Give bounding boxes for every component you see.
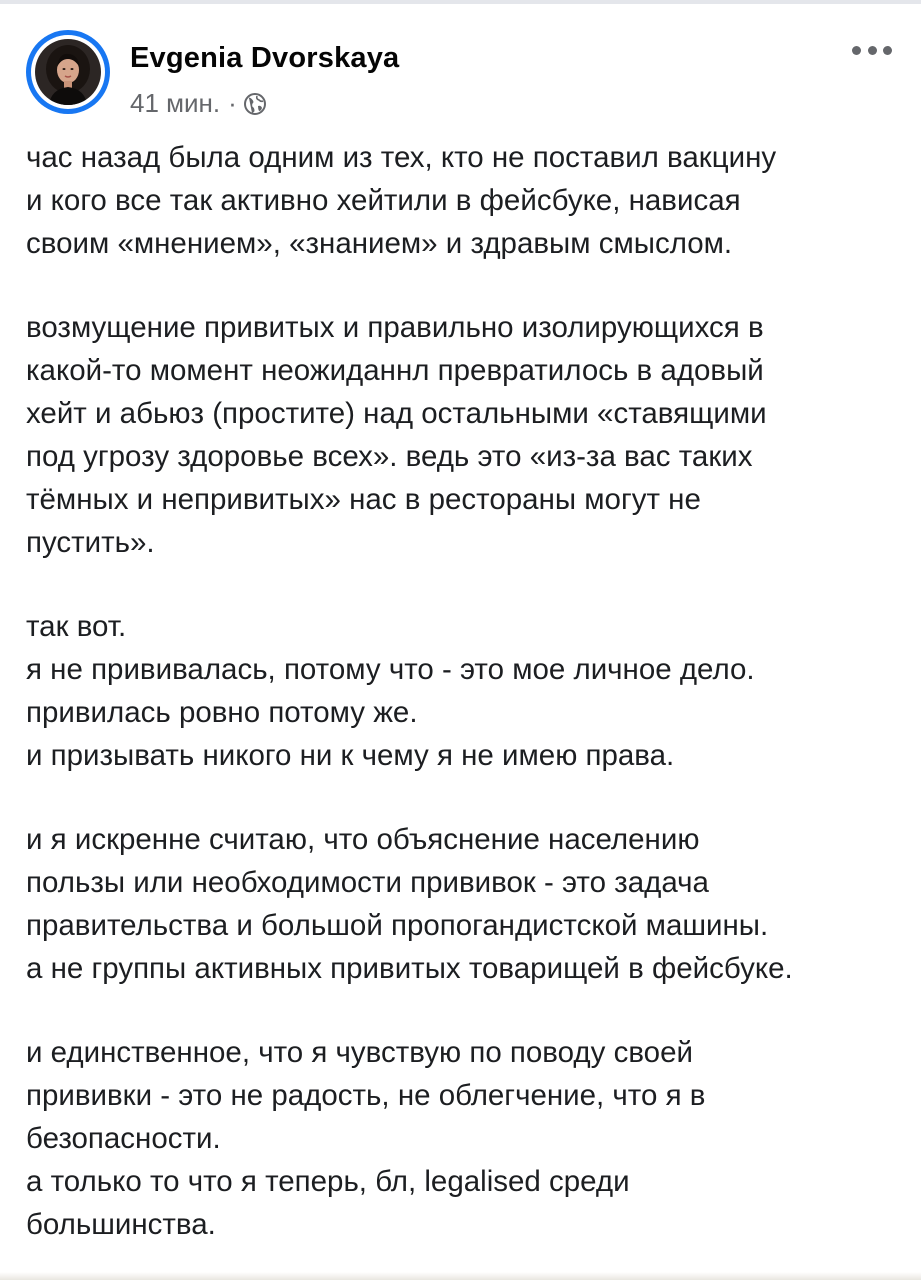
profile-photo xyxy=(35,39,101,105)
more-dot xyxy=(883,46,892,55)
more-dot xyxy=(852,46,861,55)
text-line: возмущение привитых и правильно изолирующихся в xyxy=(26,311,764,344)
text-line: прививки - это не радость, не облегчение, что я в xyxy=(26,1079,706,1112)
globe-icon[interactable] xyxy=(243,92,267,116)
text-line: и единственное, что я чувствую по поводу своей xyxy=(26,1036,693,1069)
text-line: под угрозу здоровье всех». ведь это «из-за вас таких xyxy=(26,440,753,473)
text-line: пустить». xyxy=(26,526,155,559)
post-paragraph xyxy=(26,1031,906,1246)
text-line: своим «мнением», «знанием» и здравым смыслом. xyxy=(26,227,733,260)
text-line: так вот. xyxy=(26,610,127,643)
text-line: я не прививалась, потому что - это мое личное дело. xyxy=(26,653,755,686)
bottom-edge xyxy=(0,1272,921,1280)
post-paragraph xyxy=(26,818,906,990)
text-line: тёмных и непривитых» нас в рестораны могут не xyxy=(26,483,701,516)
avatar-frame xyxy=(31,35,105,109)
more-dot xyxy=(868,46,877,55)
post-header xyxy=(26,30,906,120)
post-timestamp[interactable]: 41 мин. xyxy=(130,88,221,118)
text-line: пользы или необходимости прививок - это задача xyxy=(26,866,709,899)
text-line: и призывать никого ни к чему я не имею права. xyxy=(26,739,675,772)
text-line: и кого все так активно хейтили в фейсбуке, нависая xyxy=(26,184,741,217)
more-options-icon[interactable] xyxy=(852,40,892,60)
text-line: хейт и абьюз (простите) над остальными «ставящими xyxy=(26,397,767,430)
text-line: а не группы активных привитых товарищей в фейсбуке. xyxy=(26,952,793,985)
top-divider xyxy=(0,0,921,4)
text-line: большинства. xyxy=(26,1208,216,1241)
author-name[interactable]: Evgenia Dvorskaya xyxy=(130,42,400,74)
post-paragraph xyxy=(26,306,906,564)
text-line: правительства и большой пропогандистской машины. xyxy=(26,909,769,942)
meta-separator: · xyxy=(228,88,237,118)
text-line: привилась ровно потому же. xyxy=(26,696,418,729)
text-line: какой-то момент неожиданнл превратилось в адовый xyxy=(26,354,764,387)
post-paragraph xyxy=(26,605,906,777)
post-text xyxy=(26,136,906,1287)
text-line: а только то что я теперь, бл, legalised среди xyxy=(26,1165,630,1198)
post-meta xyxy=(130,88,267,119)
avatar[interactable] xyxy=(26,30,110,114)
text-line: час назад была одним из тех, кто не поставил вакцину xyxy=(26,141,777,174)
text-line: и я искренне считаю, что объяснение населению xyxy=(26,823,700,856)
post-paragraph xyxy=(26,136,906,265)
text-line: безопасности. xyxy=(26,1122,221,1155)
